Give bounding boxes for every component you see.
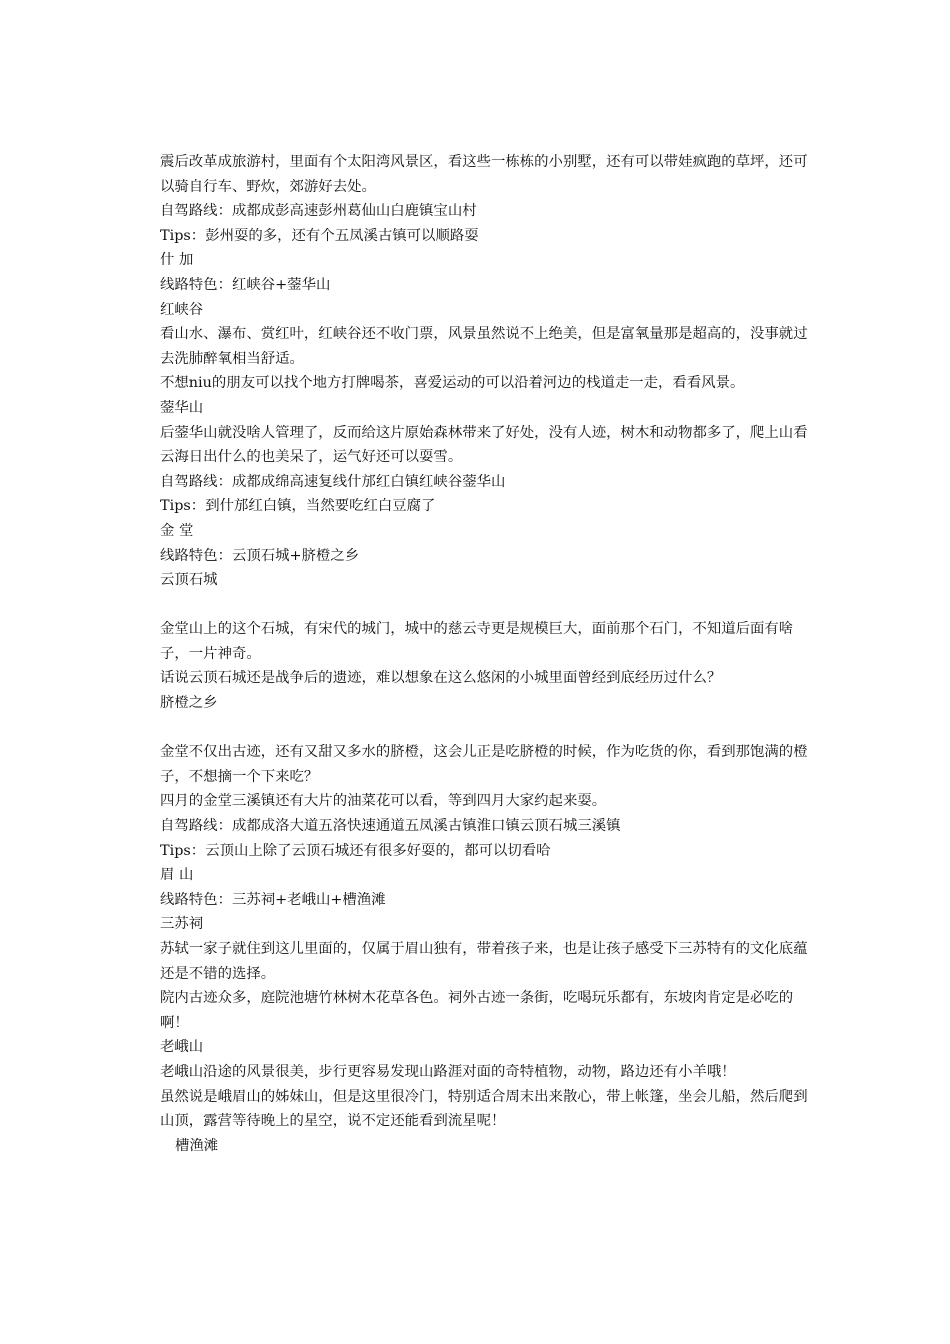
paragraph: 震后改革成旅游村，里面有个太阳湾风景区，看这些一栋栋的小别墅，还有可以带娃疯跑的草坪，还可以骑自行车、野炊，郊游好去处。 — [160, 154, 808, 195]
paragraph: 线路特色：三苏祠+老峨山+槽渔滩 — [160, 891, 386, 908]
paragraph: 蓥华山 — [160, 399, 204, 416]
paragraph: Tips：彭州耍的多，还有个五凤溪古镇可以顺路耍 — [160, 227, 479, 244]
paragraph: 自驾路线：成都成绵高速复线什邡红白镇红峡谷蓥华山 — [160, 473, 506, 490]
paragraph: 眉 山 — [160, 867, 194, 884]
paragraph: 苏轼一家子就住到这儿里面的，仅属于眉山独有，带着孩子来，也是让孩子感受下三苏特有的文化底蕴还是不错的选择。 — [160, 941, 808, 982]
paragraph: Tips：到什邡红白镇，当然要吃红白豆腐了 — [160, 498, 436, 515]
paragraph: 金堂不仅出古迹，还有又甜又多水的脐橙，这会儿正是吃脐橙的时候，作为吃货的你，看到那饱满的橙子，不想摘一个下来吃？ — [160, 744, 808, 785]
document-body — [145, 150, 810, 1158]
blank-line — [145, 716, 810, 741]
paragraph: 看山水、瀑布、赏红叶，红峡谷还不收门票，风景虽然说不上绝美，但是富氧量那是超高的，没事就过去洗肺醉氧相当舒适。 — [160, 326, 808, 367]
paragraph: 线路特色：红峡谷+蓥华山 — [160, 276, 331, 293]
paragraph: 老峨山 — [160, 1039, 204, 1056]
paragraph: 老峨山沿途的风景很美，步行更容易发现山路涯对面的奇特植物，动物，路边还有小羊哦！ — [160, 1063, 736, 1080]
paragraph: 后蓥华山就没啥人管理了，反而给这片原始森林带来了好处，没有人迹，树木和动物都多了，爬上山看云海日出什么的也美呆了，运气好还可以耍雪。 — [160, 424, 808, 466]
paragraph: 自驾路线：成都成洛大道五洛快速通道五凤溪古镇淮口镇云顶石城三溪镇 — [160, 818, 621, 835]
paragraph: 金堂山上的这个石城，有宋代的城门，城中的慈云寺更是规模巨大，面前那个石门，不知道后面有啥子，一片神奇。 — [160, 621, 794, 662]
paragraph: 四月的金堂三溪镇还有大片的油菜花可以看，等到四月大家约起来耍。 — [160, 793, 607, 810]
paragraph: 院内古迹众多，庭院池塘竹林树木花草各色。祠外古迹一条街，吃喝玩乐都有，东坡肉肯定是必吃的啊！ — [160, 990, 794, 1031]
paragraph: 虽然说是峨眉山的姊妹山，但是这里很冷门，特别适合周末出来散心，带上帐篷，坐会儿船，然后爬到山顶，露营等待晚上的星空，说不定还能看到流星呢！ — [160, 1088, 808, 1130]
paragraph: Tips：云顶山上除了云顶石城还有很多好耍的，都可以切看哈 — [160, 842, 551, 859]
paragraph: 话说云顶石城还是战争后的遗迹，难以想象在这么悠闲的小城里面曾经到底经历过什么？ — [160, 670, 722, 687]
paragraph: 不想niu的朋友可以找个地方打牌喝茶，喜爱运动的可以沿着河边的栈道走一走，看看风景。 — [160, 375, 745, 392]
paragraph: 三苏祠 — [160, 916, 204, 933]
paragraph: 线路特色：云顶石城+脐橙之乡 — [160, 547, 360, 564]
paragraph: 脐橙之乡 — [160, 695, 218, 712]
paragraph: 槽渔滩 — [175, 1137, 219, 1154]
paragraph: 金 堂 — [160, 522, 194, 539]
paragraph: 自驾路线：成都成彭高速彭州葛仙山白鹿镇宝山村 — [160, 203, 477, 220]
paragraph: 红峡谷 — [160, 301, 204, 318]
paragraph: 云顶石城 — [160, 572, 218, 589]
paragraph: 什 加 — [160, 252, 194, 269]
blank-line — [145, 593, 810, 618]
